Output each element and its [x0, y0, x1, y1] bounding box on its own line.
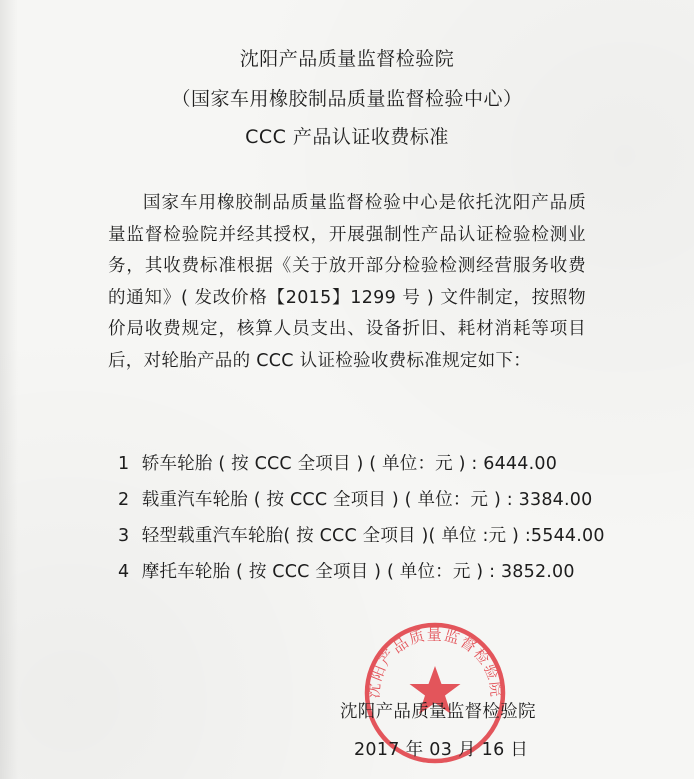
fee-item-number: 2 [118, 490, 130, 510]
svg-text:沈阳产品质量监督检验院: 沈阳产品质量监督检验院 [364, 625, 506, 699]
signature-organization: 沈阳产品质量监督检验院 [340, 702, 536, 722]
fee-item-text: 轻型载重汽车轮胎( 按 CCC 全项目 )( 单位 :元 ) :5544.00 [141, 526, 605, 546]
title-institute: 沈阳产品质量监督检验院 [239, 48, 455, 70]
fee-item [118, 518, 638, 554]
fee-item [118, 446, 638, 482]
fee-item [118, 482, 638, 518]
fee-item-number: 4 [118, 562, 130, 582]
title-fee-standard: CCC 产品认证收费标准 [245, 126, 449, 148]
fee-item-text: 轿车轮胎 ( 按 CCC 全项目 ) ( 单位：元 ) : 6444.00 [141, 454, 558, 474]
fee-item-text: 摩托车轮胎 ( 按 CCC 全项目 ) ( 单位：元 ) : 3852.00 [141, 562, 575, 582]
fee-item [118, 554, 638, 590]
signature-date: 2017 年 03 月 16 日 [354, 740, 529, 760]
body-paragraph: 国家车用橡胶制品质量监督检验中心是依托沈阳产品质量监督检验院并经其授权，开展强制性产品认证检验检测业务，其收费标准根据《关于放开部分检验检测经营服务收费的通知》( 发改价格【2015】1299 号 ) 文件制定，按照物价局收费规定，核算人员支出、设备折旧、耗材消耗等项目后，对轮胎产品的 CCC 认证检验收费标准规定如下： [108, 193, 586, 371]
title-center: （国家车用橡胶制品质量监督检验中心） [171, 88, 523, 110]
fee-item-text: 载重汽车轮胎 ( 按 CCC 全项目 ) ( 单位：元 ) : 3384.00 [141, 490, 593, 510]
fee-item-number: 3 [118, 526, 130, 546]
fee-item-number: 1 [118, 454, 130, 474]
scan-edge-shadow [0, 0, 18, 779]
fee-list [118, 446, 638, 590]
